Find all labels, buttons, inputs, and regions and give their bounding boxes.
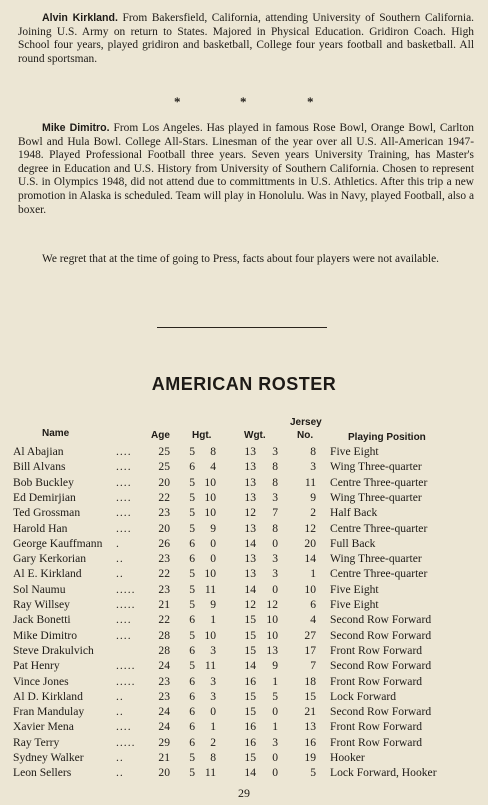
player-name: Mike Dimitro <box>13 628 78 642</box>
player-age: 24 <box>158 705 170 719</box>
header-name: Name <box>42 428 70 439</box>
height-inches: 3 <box>210 689 216 703</box>
separator-star: * <box>307 94 314 109</box>
player-name: Al E. Kirkland <box>13 567 82 581</box>
jersey-number: 16 <box>304 735 316 749</box>
height-feet: 6 <box>189 643 195 657</box>
player-age: 23 <box>158 674 170 688</box>
height-feet: 5 <box>189 506 195 520</box>
weight-stone: 14 <box>244 582 256 596</box>
leader-dots: .. <box>116 689 124 703</box>
header-jersey-no: No. <box>297 430 314 441</box>
height-inches: 10 <box>204 567 216 581</box>
player-age: 29 <box>158 735 170 749</box>
weight-pounds: 8 <box>272 475 278 489</box>
height-feet: 5 <box>189 445 195 458</box>
height-feet: 6 <box>189 705 195 719</box>
separator-star: * <box>174 94 181 109</box>
height-feet: 5 <box>189 567 195 581</box>
player-age: 23 <box>158 689 170 703</box>
height-inches: 10 <box>204 628 216 642</box>
weight-pounds: 7 <box>272 506 278 520</box>
bio-name: Mike Dimitro. <box>42 122 110 134</box>
height-inches: 10 <box>204 506 216 520</box>
leader-dots: .... <box>116 460 132 474</box>
weight-stone: 15 <box>244 613 256 627</box>
player-age: 21 <box>158 598 170 611</box>
leader-dots: .... <box>116 720 132 734</box>
regret-note <box>18 253 474 267</box>
section-separator <box>0 94 488 108</box>
weight-pounds: 3 <box>272 735 278 749</box>
playing-position: Second Row Forward <box>330 613 432 627</box>
playing-position: Front Row Forward <box>330 735 423 749</box>
height-feet: 6 <box>189 536 195 550</box>
player-name: Jack Bonetti <box>13 613 71 627</box>
playing-position: Second Row Forward <box>330 705 432 719</box>
table-row <box>0 750 488 765</box>
table-row <box>0 444 488 459</box>
player-name: Al Abajian <box>13 445 64 458</box>
height-inches: 10 <box>204 475 216 489</box>
leader-dots: .... <box>116 506 132 520</box>
weight-pounds: 0 <box>272 582 278 596</box>
leader-dots: ..... <box>116 582 136 596</box>
player-name: Vince Jones <box>13 674 69 688</box>
player-age: 22 <box>158 613 170 627</box>
height-feet: 6 <box>189 689 195 703</box>
height-inches: 1 <box>210 720 216 734</box>
jersey-number: 20 <box>304 536 316 550</box>
weight-pounds: 13 <box>266 643 278 657</box>
weight-pounds: 3 <box>272 552 278 566</box>
weight-stone: 16 <box>244 674 256 688</box>
jersey-number: 13 <box>304 720 316 734</box>
leader-dots: . <box>116 536 120 550</box>
height-inches: 9 <box>210 598 216 611</box>
table-row <box>0 735 488 750</box>
table-row <box>0 505 488 520</box>
table-row <box>0 582 488 597</box>
leader-dots: .... <box>116 628 132 642</box>
height-feet: 6 <box>189 613 195 627</box>
height-inches: 2 <box>210 735 216 749</box>
height-inches: 0 <box>210 552 216 566</box>
weight-stone: 14 <box>244 659 256 673</box>
table-row <box>0 566 488 581</box>
leader-dots: .... <box>116 475 132 489</box>
player-name: George Kauffmann <box>13 536 103 550</box>
height-feet: 6 <box>189 674 195 688</box>
player-age: 24 <box>158 720 170 734</box>
playing-position: Second Row Forward <box>330 628 432 642</box>
weight-stone: 15 <box>244 643 256 657</box>
height-feet: 5 <box>189 659 195 673</box>
height-inches: 3 <box>210 643 216 657</box>
weight-stone: 15 <box>244 689 256 703</box>
table-row <box>0 536 488 551</box>
jersey-number: 10 <box>304 582 316 596</box>
player-name: Ed Demirjian <box>13 490 76 504</box>
height-feet: 5 <box>189 475 195 489</box>
player-name: Sydney Walker <box>13 751 84 764</box>
table-row <box>0 765 488 780</box>
player-age: 22 <box>158 490 170 504</box>
player-age: 20 <box>158 521 170 535</box>
table-row <box>0 612 488 627</box>
playing-position: Five Eight <box>330 598 379 611</box>
weight-pounds: 3 <box>272 490 278 504</box>
weight-stone: 13 <box>244 552 256 566</box>
weight-pounds: 0 <box>272 536 278 550</box>
table-row <box>0 475 488 490</box>
jersey-number: 27 <box>304 628 316 642</box>
separator-star: * <box>240 94 247 109</box>
table-row <box>0 551 488 566</box>
playing-position: Lock Forward <box>330 689 397 703</box>
jersey-number: 7 <box>310 659 316 673</box>
playing-position: Five Eight <box>330 445 379 458</box>
height-inches: 9 <box>210 521 216 535</box>
jersey-number: 4 <box>310 613 316 627</box>
table-row <box>0 719 488 734</box>
player-name: Al D. Kirkland <box>13 689 83 703</box>
jersey-number: 3 <box>310 460 316 474</box>
player-name: Bob Buckley <box>13 475 74 489</box>
leader-dots: ..... <box>116 674 136 688</box>
weight-pounds: 10 <box>266 613 278 627</box>
player-name: Ray Terry <box>13 735 60 749</box>
weight-stone: 13 <box>244 521 256 535</box>
leader-dots: .. <box>116 552 124 566</box>
leader-dots: .. <box>116 766 124 780</box>
weight-stone: 15 <box>244 705 256 719</box>
table-row <box>0 643 488 658</box>
weight-pounds: 1 <box>272 674 278 688</box>
player-age: 25 <box>158 445 170 458</box>
player-age: 23 <box>158 552 170 566</box>
jersey-number: 15 <box>304 689 316 703</box>
jersey-number: 12 <box>304 521 316 535</box>
bio-alvin-kirkland <box>18 12 474 66</box>
player-name: Harold Han <box>13 521 68 535</box>
height-feet: 5 <box>189 628 195 642</box>
jersey-number: 6 <box>310 598 316 611</box>
height-inches: 10 <box>204 490 216 504</box>
leader-dots: .... <box>116 445 132 458</box>
jersey-number: 1 <box>310 567 316 581</box>
leader-dots: .... <box>116 613 132 627</box>
leader-dots: .... <box>116 521 132 535</box>
leader-dots: ..... <box>116 598 136 611</box>
player-name: Fran Mandulay <box>13 705 85 719</box>
height-inches: 0 <box>210 536 216 550</box>
weight-stone: 13 <box>244 460 256 474</box>
player-name: Sol Naumu <box>13 582 66 596</box>
weight-pounds: 0 <box>272 705 278 719</box>
height-feet: 5 <box>189 490 195 504</box>
bio-name: Alvin Kirkland. <box>42 12 118 24</box>
player-name: Ted Grossman <box>13 506 81 520</box>
header-age: Age <box>151 430 170 441</box>
playing-position: Lock Forward, Hooker <box>330 766 437 780</box>
jersey-number: 18 <box>304 674 316 688</box>
table-row <box>0 658 488 673</box>
weight-stone: 13 <box>244 490 256 504</box>
playing-position: Wing Three-quarter <box>330 490 422 504</box>
table-row <box>0 628 488 643</box>
leader-dots: .. <box>116 705 124 719</box>
weight-stone: 12 <box>244 598 256 611</box>
height-feet: 5 <box>189 751 195 764</box>
table-row <box>0 521 488 536</box>
playing-position: Centre Three-quarter <box>330 475 428 489</box>
bio-mike-dimitro <box>18 122 474 217</box>
playing-position: Five Eight <box>330 582 379 596</box>
roster-title: AMERICAN ROSTER <box>151 374 337 394</box>
bio-text: From Los Angeles. Has played in famous Rose Bowl, Orange Bowl, Carlton Bowl and Hula Bowl. College All-Stars. Linesman of the year over all U.S. All-American 1947-1948. Played Professional Football three years. Seven years University Training, has Master's degree in Education and U.S. History from University of Southern California. Chosen to represent U.S. in Olympics 1948, did not attend due to committments in U.S. Athletics. After this trip a new promotion in Alaska is scheduled. Team will play in Honolulu. Was in Navy, played Football, also a boxer. <box>18 122 474 216</box>
height-inches: 8 <box>210 445 216 458</box>
playing-position: Centre Three-quarter <box>330 567 428 581</box>
leader-dots: .. <box>116 567 124 581</box>
player-name: Pat Henry <box>13 659 60 673</box>
weight-stone: 16 <box>244 720 256 734</box>
playing-position: Half Back <box>330 506 378 520</box>
weight-stone: 15 <box>244 628 256 642</box>
weight-pounds: 5 <box>272 689 278 703</box>
height-feet: 6 <box>189 735 195 749</box>
weight-pounds: 8 <box>272 521 278 535</box>
weight-stone: 15 <box>244 751 256 764</box>
table-row <box>0 689 488 704</box>
playing-position: Second Row Forward <box>330 659 432 673</box>
playing-position: Front Row Forward <box>330 720 423 734</box>
header-weight: Wgt. <box>244 430 266 441</box>
weight-stone: 14 <box>244 766 256 780</box>
player-name: Xavier Mena <box>13 720 74 734</box>
height-feet: 5 <box>189 598 195 611</box>
player-age: 20 <box>158 475 170 489</box>
jersey-number: 14 <box>304 552 316 566</box>
player-age: 23 <box>158 506 170 520</box>
weight-pounds: 0 <box>272 766 278 780</box>
height-inches: 11 <box>204 766 216 780</box>
weight-stone: 14 <box>244 536 256 550</box>
weight-pounds: 8 <box>272 460 278 474</box>
player-age: 21 <box>158 751 170 764</box>
bio-text: From Bakersfield, California, attending University of Southern California. Joining U.S. Army on return to States. Majored in Physical Education. Gridiron Coach. High School four years, played gridiron and basketball, College four years football and basketball. All round sportsman. <box>18 12 474 65</box>
header-jersey: Jersey <box>290 417 322 428</box>
playing-position: Full Back <box>330 536 376 550</box>
weight-pounds: 12 <box>266 598 278 611</box>
player-age: 28 <box>158 643 170 657</box>
weight-pounds: 1 <box>272 720 278 734</box>
height-inches: 11 <box>204 582 216 596</box>
leader-dots: .... <box>116 490 132 504</box>
height-inches: 4 <box>210 460 216 474</box>
playing-position: Front Row Forward <box>330 643 423 657</box>
weight-stone: 12 <box>244 506 256 520</box>
player-name: Gary Kerkorian <box>13 552 87 566</box>
weight-stone: 13 <box>244 475 256 489</box>
player-name: Bill Alvans <box>13 460 66 474</box>
playing-position: Front Row Forward <box>330 674 423 688</box>
height-inches: 11 <box>204 659 216 673</box>
weight-pounds: 0 <box>272 751 278 764</box>
table-row <box>0 674 488 689</box>
height-feet: 5 <box>189 521 195 535</box>
regret-text: We regret that at the time of going to Press, facts about four players were not available. <box>42 253 439 265</box>
divider-rule <box>157 327 327 328</box>
playing-position: Hooker <box>330 751 365 764</box>
player-age: 25 <box>158 460 170 474</box>
jersey-number: 5 <box>310 766 316 780</box>
player-age: 28 <box>158 628 170 642</box>
leader-dots: ..... <box>116 659 136 673</box>
table-row <box>0 459 488 474</box>
height-inches: 1 <box>210 613 216 627</box>
player-age: 22 <box>158 567 170 581</box>
playing-position: Wing Three-quarter <box>330 460 422 474</box>
header-position: Playing Position <box>348 432 426 443</box>
jersey-number: 17 <box>304 643 316 657</box>
leader-dots: .. <box>116 751 124 764</box>
jersey-number: 21 <box>304 705 316 719</box>
player-age: 24 <box>158 659 170 673</box>
table-row <box>0 597 488 612</box>
height-feet: 6 <box>189 460 195 474</box>
weight-stone: 16 <box>244 735 256 749</box>
header-height: Hgt. <box>192 430 212 441</box>
leader-dots: ..... <box>116 735 136 749</box>
height-inches: 8 <box>210 751 216 764</box>
jersey-number: 19 <box>304 751 316 764</box>
weight-stone: 13 <box>244 445 256 458</box>
table-row <box>0 490 488 505</box>
jersey-number: 8 <box>310 445 316 458</box>
height-feet: 6 <box>189 720 195 734</box>
height-feet: 6 <box>189 552 195 566</box>
player-age: 20 <box>158 766 170 780</box>
weight-pounds: 3 <box>272 445 278 458</box>
player-name: Leon Sellers <box>13 766 72 780</box>
jersey-number: 9 <box>310 490 316 504</box>
player-age: 23 <box>158 582 170 596</box>
height-inches: 3 <box>210 674 216 688</box>
height-feet: 5 <box>189 766 195 780</box>
playing-position: Wing Three-quarter <box>330 552 422 566</box>
weight-pounds: 3 <box>272 567 278 581</box>
player-name: Steve Drakulvich <box>13 643 94 657</box>
table-row <box>0 704 488 719</box>
height-feet: 5 <box>189 582 195 596</box>
playing-position: Centre Three-quarter <box>330 521 428 535</box>
page-number: 29 <box>238 786 250 800</box>
player-age: 26 <box>158 536 170 550</box>
player-name: Ray Willsey <box>13 598 70 611</box>
weight-stone: 13 <box>244 567 256 581</box>
height-inches: 0 <box>210 705 216 719</box>
jersey-number: 2 <box>310 506 316 520</box>
jersey-number: 11 <box>304 475 316 489</box>
weight-pounds: 9 <box>272 659 278 673</box>
weight-pounds: 10 <box>266 628 278 642</box>
